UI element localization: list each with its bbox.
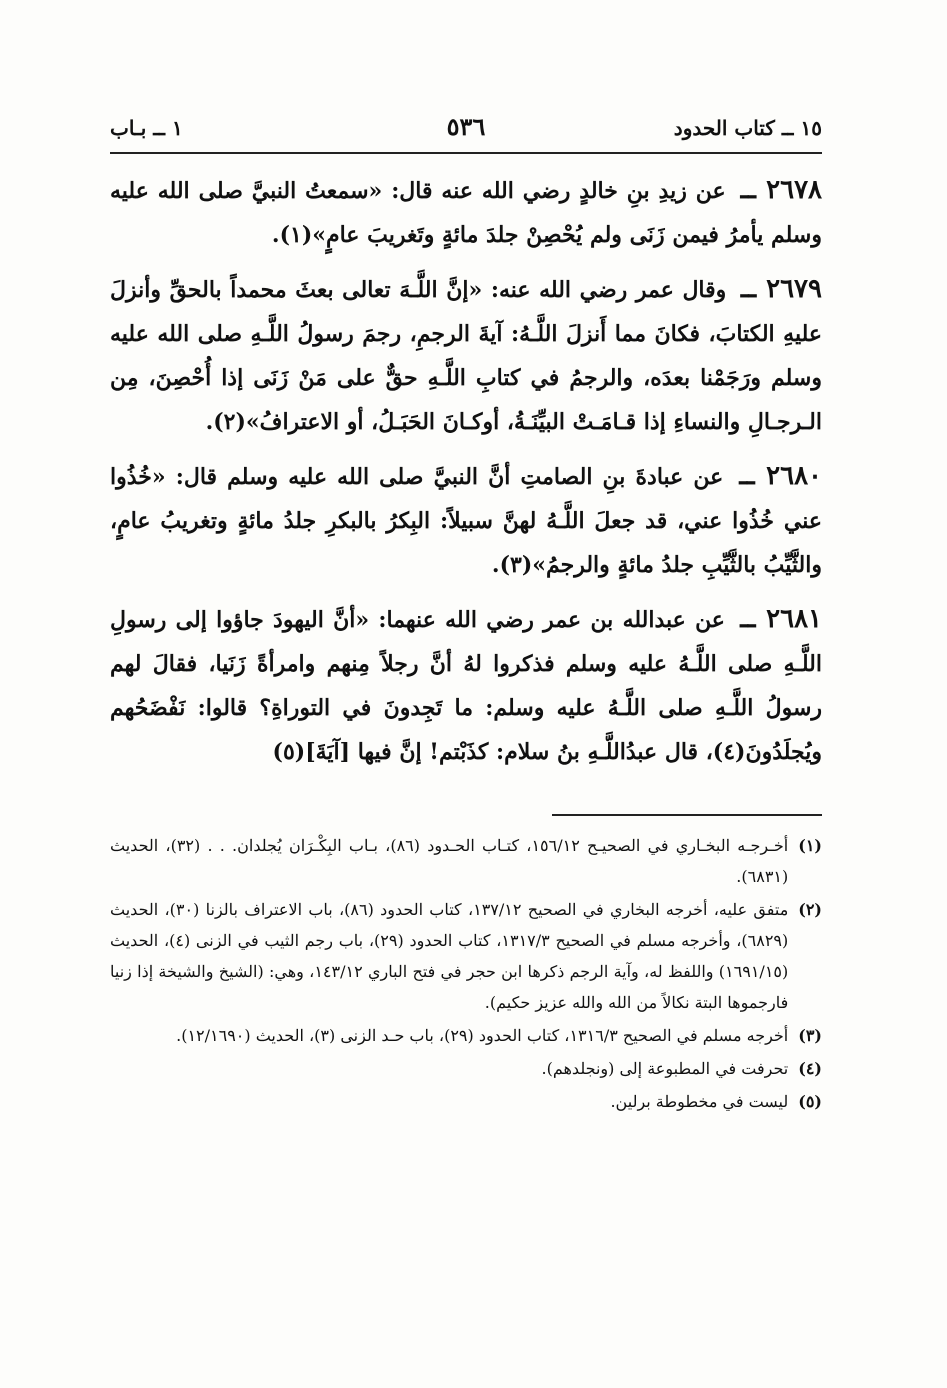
footnote	[110, 1086, 822, 1117]
hadith-paragraph	[110, 597, 822, 774]
footnote-text: أخرجه مسلم في الصحيح ١٣١٦/٣، كتاب الحدود (٢٩)، باب حـد الزنى (٣)، الحديث (١٢/١٦٩٠).	[176, 1026, 789, 1045]
hadith-text: وقال عمر رضي الله عنه: «إنَّ اللَّـهَ تعالى بعثَ محمداً بالحقِّ وأنزلَ عليهِ الكتابَ، فكانَ مما أَنزلَ اللَّـهُ: آيةَ الرجمِ، رجمَ رسولُ اللَّـهِ صلى الله عليه وسلم ورَجَمْنا بعدَه، والرجمُ في كتابِ اللَّـهِ حقٌّ على مَنْ زَنَى إذا أُحْصِنَ، مِن الـرجـالِ والنساءِ إذا قـامَـتْ البيِّنَـةُ، أوكـانَ الحَبَـلُ، أو الاعترافُ»(٢).	[110, 277, 822, 435]
footnotes	[110, 830, 822, 1117]
footnote-text: متفق عليه، أخرجه البخاري في الصحيح ١٣٧/١٢، كتاب الحدود (٨٦)، باب الاعتراف بالزنا (٣٠)، الحديث (٦٨٢٩)، وأخرجه مسلم في الصحيح ١٣١٧/٣، كتاب الحدود (٢٩)، باب رجم الثيب في الزنى (٤)، الحديث (١٦٩١/١٥) واللفظ له، وآية الرجم ذكرها ابن حجر في فتح الباري ١٤٣/١٢، وهي: (الشيخ والشيخة إذا زنيا فارجموها البتة نكالاً من الله والله عزيز حكيم).	[110, 900, 789, 1012]
main-text	[110, 168, 822, 774]
hadith-number: ٢٦٨٠ ــ	[739, 461, 822, 491]
hadith-text: عن عبدالله بن عمر رضي الله عنهما: «أنَّ اليهودَ جاؤوا إلى رسولِ اللَّـهِ صلى اللَّـهُ عليه وسلم فذكروا لهُ أنَّ رجلاً مِنهم وامرأةً زَنَيا، فقالَ لهم رسولُ اللَّـهِ صلى اللَّـهُ عليه وسلم: ما تَجِدونَ في التوراةِ؟ قالوا: نَفْضَحُهم ويُجلَدُونَ(٤)، قال عبدُاللَّـهِ بنُ سلام: كذَبْتم! إنَّ فيها [آيَةَ](٥)	[110, 607, 822, 765]
page-number: ٥٣٦	[446, 112, 486, 141]
hadith-number: ٢٦٧٨ ــ	[740, 175, 822, 205]
footnote	[110, 830, 822, 892]
hadith-paragraph	[110, 168, 822, 257]
footnote	[110, 894, 822, 1018]
footnote-number: (٣)	[798, 1026, 822, 1045]
footnote-number: (١)	[798, 836, 822, 855]
chapter-title: ١٥ ــ كتاب الحدود	[673, 116, 822, 140]
footnote-text: ليست في مخطوطة برلين.	[610, 1092, 789, 1111]
document-page	[110, 112, 822, 1119]
footnote-number: (٥)	[798, 1092, 822, 1111]
hadith-text: عن زيدِ بنِ خالدٍ رضي الله عنه قال: «سمعتُ النبيَّ صلى الله عليه وسلم يأمرُ فيمن زَنَى ولم يُحْصِنْ جلدَ مائةٍ وتَغريبَ عامٍ»(١).	[110, 178, 822, 248]
footnote	[110, 1053, 822, 1084]
hadith-text: عن عبادةَ بنِ الصامتِ أنَّ النبيَّ صلى الله عليه وسلم قال: «خُذُوا عني خُذُوا عني، قد جعلَ اللَّـهُ لهنَّ سبيلاً: البِكرُ بالبكرِ جلدُ مائةٍ وتغريبُ عامٍ، والثَّيِّبُ بالثَّيِّبِ جلدُ مائةٍ والرجمُ»(٣).	[110, 464, 822, 578]
footnote-number: (٢)	[798, 900, 822, 919]
footnote-separator	[552, 814, 822, 816]
hadith-number: ٢٦٨١ ــ	[740, 604, 822, 634]
page-header	[110, 112, 822, 154]
footnote	[110, 1020, 822, 1051]
footnote-text: تحرفت في المطبوعة إلى (ونجلدهم).	[541, 1059, 789, 1078]
hadith-paragraph	[110, 267, 822, 444]
hadith-number: ٢٦٧٩ ــ	[740, 274, 822, 304]
footnote-text: أخـرجـه البخـاري في الصحيـح ١٥٦/١٢، كتـاب الحـدود (٨٦)، بـاب البِكْـرَان يُجلدان. . . (٣٢)، الحديث (٦٨٣١).	[110, 836, 789, 886]
hadith-paragraph	[110, 454, 822, 587]
section-title: ١ ــ بـاب	[110, 116, 183, 140]
footnote-number: (٤)	[798, 1059, 822, 1078]
